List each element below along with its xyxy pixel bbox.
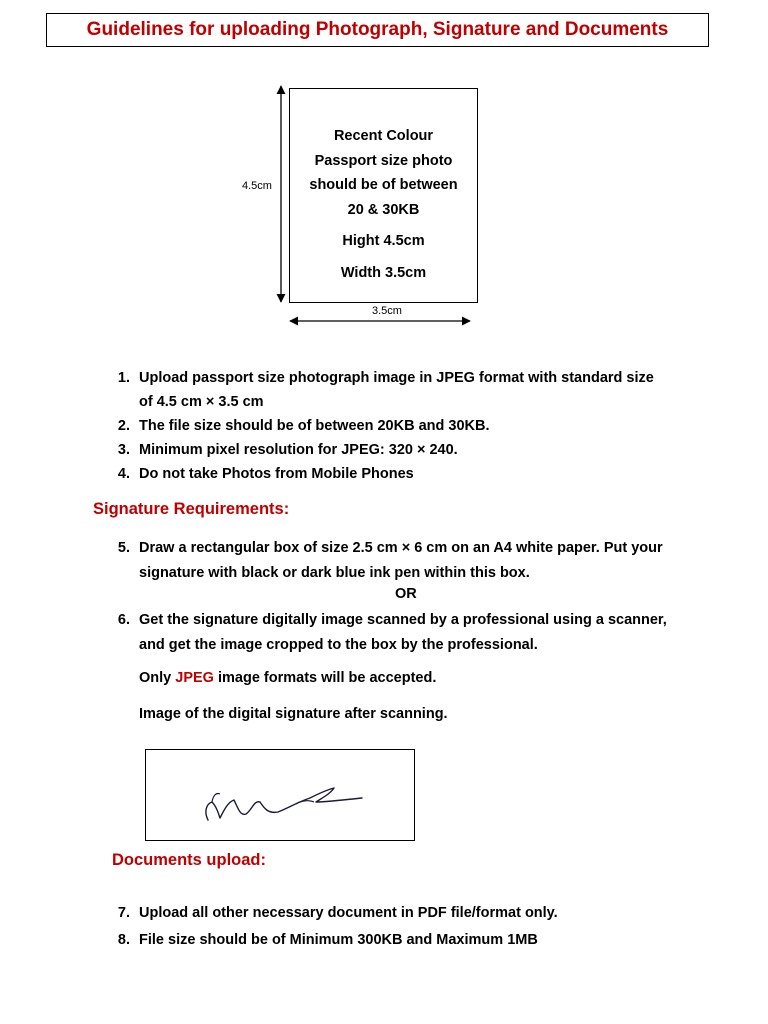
scan-note: Image of the digital signature after scanning. <box>139 706 448 722</box>
signature-sample-box <box>145 749 415 841</box>
photo-width-text: Width 3.5cm <box>340 265 427 281</box>
list-item: 8. File size should be of Minimum 300KB and Maximum 1MB <box>117 932 538 948</box>
signature-rule-5 <box>110 536 670 585</box>
documents-rules-list <box>110 900 670 954</box>
page-title: Guidelines for uploading Photograph, Signature and Documents <box>86 19 669 40</box>
photo-height-text: Hight 4.5cm <box>342 233 425 249</box>
photo-rules-list <box>110 366 670 486</box>
list-item: 7. Upload all other necessary document in PDF file/format only. <box>117 905 558 921</box>
list-item: 2. The file size should be of between 20KB and 30KB. <box>117 418 490 434</box>
list-item: 4. Do not take Photos from Mobile Phones <box>117 466 414 482</box>
photo-desc-line: 20 & 30KB <box>347 201 420 218</box>
signature-rule-6 <box>110 608 670 657</box>
list-item-text: The file size should be of between 20KB and 30KB. <box>139 418 490 434</box>
or-separator: OR <box>395 586 417 602</box>
list-item: 1. Upload passport size photograph image in JPEG format with standard size of 4.5 cm × 3.5 cm <box>117 370 654 410</box>
list-item: 5. Draw a rectangular box of size 2.5 cm × 6 cm on an A4 white paper. Put your signature with black or dark blue ink pen within this box. <box>117 540 663 581</box>
jpeg-format-highlight: JPEG <box>175 670 214 686</box>
photo-desc-line: Passport size photo <box>314 152 453 169</box>
horizontal-dimension-label: 3.5cm <box>372 305 402 317</box>
signature-scribble <box>146 750 413 839</box>
list-item-text: Draw a rectangular box of size 2.5 cm × 6 cm on an A4 white paper. Put your signature with black or dark blue ink pen within this box. <box>139 540 663 581</box>
photo-description <box>290 124 477 222</box>
list-item-text: File size should be of Minimum 300KB and Maximum 1MB <box>139 932 538 948</box>
photo-desc-line: Recent Colour <box>333 128 434 144</box>
photo-size-box <box>289 88 478 303</box>
documents-heading: Documents upload: <box>112 851 267 869</box>
list-item-text: Get the signature digitally image scanned by a professional using a scanner, and get the image cropped to the box by the professional. <box>139 612 667 653</box>
signature-heading: Signature Requirements: <box>93 500 290 518</box>
list-item: 3. Minimum pixel resolution for JPEG: 320 × 240. <box>117 442 458 458</box>
list-item-text: Upload all other necessary document in PDF file/format only. <box>139 905 558 921</box>
vertical-dimension-label: 4.5cm <box>242 180 272 192</box>
list-item-text: Do not take Photos from Mobile Phones <box>139 466 414 482</box>
jpeg-only-note: Only JPEG image formats will be accepted. <box>139 670 437 686</box>
list-item: 6. Get the signature digitally image scanned by a professional using a scanner, and get the image cropped to the box by the professional. <box>117 612 667 653</box>
photo-desc-line: should be of between <box>309 177 458 193</box>
list-item-text: Minimum pixel resolution for JPEG: 320 × 240. <box>139 442 458 458</box>
list-item-text: Upload passport size photograph image in JPEG format with standard size of 4.5 cm × 3.5 cm <box>139 370 654 410</box>
